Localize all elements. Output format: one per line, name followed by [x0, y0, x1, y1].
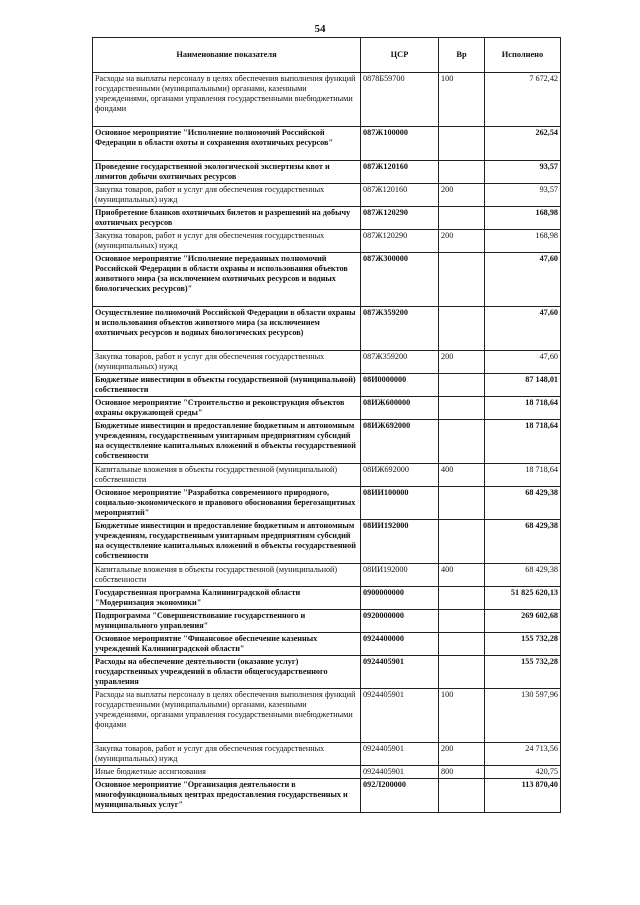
cell-name: Проведение государственной экологической экспертизы квот и лимитов добычи охотничьих ресурсов: [93, 161, 361, 184]
cell-csr: 087Ж359200: [361, 351, 439, 374]
cell-vr: 100: [439, 73, 485, 127]
cell-csr: 0924405901: [361, 766, 439, 779]
cell-vr: 200: [439, 184, 485, 207]
cell-name: Основное мероприятие "Финансовое обеспечение казенных учреждений Калининградской области": [93, 633, 361, 656]
cell-csr: 08ИЖ600000: [361, 397, 439, 420]
cell-csr: 0924405901: [361, 656, 439, 689]
cell-sum: 51 825 620,13: [485, 587, 561, 610]
table-row: [93, 610, 561, 633]
cell-vr: 200: [439, 230, 485, 253]
table-header-row: [93, 38, 561, 73]
cell-csr: 087Ж359200: [361, 307, 439, 351]
table-row: [93, 587, 561, 610]
cell-vr: [439, 587, 485, 610]
cell-sum: 93,57: [485, 161, 561, 184]
cell-vr: 100: [439, 689, 485, 743]
cell-name: Бюджетные инвестиции в объекты государственной (муниципальной) собственности: [93, 374, 361, 397]
cell-name: Приобретение бланков охотничьих билетов и разрешений на добычу охотничьих ресурсов: [93, 207, 361, 230]
cell-vr: [439, 520, 485, 564]
table-row: [93, 779, 561, 813]
cell-sum: 113 870,40: [485, 779, 561, 813]
table-row: [93, 207, 561, 230]
cell-csr: 087Ж120160: [361, 184, 439, 207]
table-row: [93, 161, 561, 184]
cell-vr: 200: [439, 743, 485, 766]
table-row: [93, 656, 561, 689]
cell-vr: [439, 633, 485, 656]
cell-name: Капитальные вложения в объекты государственной (муниципальной) собственности: [93, 564, 361, 587]
cell-sum: 262,54: [485, 127, 561, 161]
cell-sum: 269 602,68: [485, 610, 561, 633]
table-row: [93, 520, 561, 564]
cell-sum: 24 713,56: [485, 743, 561, 766]
table-row: [93, 743, 561, 766]
table-row: [93, 487, 561, 520]
cell-name: Закупка товаров, работ и услуг для обеспечения государственных (муниципальных) нужд: [93, 351, 361, 374]
cell-csr: 08ИИ192000: [361, 520, 439, 564]
table-row: [93, 766, 561, 779]
table-row: [93, 689, 561, 743]
budget-table: [92, 37, 561, 813]
table-row: [93, 184, 561, 207]
cell-csr: 08ИИ192000: [361, 564, 439, 587]
cell-csr: 0878Б59700: [361, 73, 439, 127]
table-row: [93, 397, 561, 420]
cell-name: Закупка товаров, работ и услуг для обеспечения государственных (муниципальных) нужд: [93, 184, 361, 207]
cell-name: Основное мероприятие "Исполнение полномочий Российской Федерации в области охоты и сохранения охотничьих ресурсов": [93, 127, 361, 161]
table-row: [93, 420, 561, 464]
cell-vr: [439, 253, 485, 307]
cell-name: Капитальные вложения в объекты государственной (муниципальной) собственности: [93, 464, 361, 487]
cell-name: Основное мероприятие "Организация деятельности в многофункциональных центрах предоставления государственных и муниципальных услуг": [93, 779, 361, 813]
table-row: [93, 564, 561, 587]
cell-csr: 08ИЖ692000: [361, 420, 439, 464]
cell-sum: 18 718,64: [485, 397, 561, 420]
cell-vr: [439, 779, 485, 813]
table-row: [93, 253, 561, 307]
header-name: Наименование показателя: [93, 38, 361, 73]
cell-sum: 47,60: [485, 253, 561, 307]
cell-sum: 7 672,42: [485, 73, 561, 127]
cell-sum: 18 718,64: [485, 420, 561, 464]
cell-name: Бюджетные инвестиции и предоставление бюджетным и автономным учреждениям, государственным унитарным предприятиям субсидий на осуществление капитальных вложений в объекты государственной собственности: [93, 420, 361, 464]
cell-sum: 130 597,96: [485, 689, 561, 743]
cell-csr: 087Ж120160: [361, 161, 439, 184]
cell-csr: 092Л200000: [361, 779, 439, 813]
table-row: [93, 374, 561, 397]
cell-csr: 087Ж300000: [361, 253, 439, 307]
cell-csr: 0924405901: [361, 743, 439, 766]
cell-sum: 155 732,28: [485, 656, 561, 689]
cell-sum: 18 718,64: [485, 464, 561, 487]
cell-csr: 0920000000: [361, 610, 439, 633]
cell-vr: [439, 610, 485, 633]
cell-name: Осуществление полномочий Российской Федерации в области охраны и использования объектов животного мира (за исключением охотничьих ресурсов и водных биологических ресурсов): [93, 307, 361, 351]
table-row: [93, 307, 561, 351]
cell-name: Расходы на выплаты персоналу в целях обеспечения выполнения функций государственными (муниципальными) органами, казенными учреждениями, органами управления государственными внебюджетными фондами: [93, 73, 361, 127]
cell-csr: 087Ж120290: [361, 207, 439, 230]
cell-csr: 0924400000: [361, 633, 439, 656]
cell-sum: 68 429,38: [485, 520, 561, 564]
table-row: [93, 127, 561, 161]
header-vr: Вр: [439, 38, 485, 73]
page-number: 54: [314, 23, 326, 35]
cell-name: Государственная программа Калининградской области "Модернизация экономики": [93, 587, 361, 610]
cell-sum: 68 429,38: [485, 564, 561, 587]
cell-name: Бюджетные инвестиции и предоставление бюджетным и автономным учреждениям, государственным унитарным предприятиям субсидий на осуществление капитальных вложений в объекты государственной собственности: [93, 520, 361, 564]
cell-name: Расходы на обеспечение деятельности (оказание услуг) государственных учреждений в области общегосударственного управления: [93, 656, 361, 689]
cell-csr: 087Ж120290: [361, 230, 439, 253]
cell-vr: [439, 420, 485, 464]
cell-vr: [439, 397, 485, 420]
cell-sum: 93,57: [485, 184, 561, 207]
cell-name: Основное мероприятие "Исполнение переданных полномочий Российской Федерации в области охраны и использования объектов животного мира (за исключением охотничьих ресурсов и водных биологических ресурсов)": [93, 253, 361, 307]
cell-csr: 08И0000000: [361, 374, 439, 397]
cell-csr: 0900000000: [361, 587, 439, 610]
cell-vr: [439, 307, 485, 351]
cell-csr: 08ИИ100000: [361, 487, 439, 520]
table-row: [93, 633, 561, 656]
cell-vr: 400: [439, 564, 485, 587]
cell-vr: 400: [439, 464, 485, 487]
cell-sum: 47,60: [485, 307, 561, 351]
cell-name: Основное мероприятие "Строительство и реконструкция объектов охраны окружающей среды": [93, 397, 361, 420]
cell-vr: [439, 127, 485, 161]
table-row: [93, 73, 561, 127]
cell-vr: 800: [439, 766, 485, 779]
table-row: [93, 230, 561, 253]
cell-csr: 087Ж100000: [361, 127, 439, 161]
header-csr: ЦСР: [361, 38, 439, 73]
cell-vr: [439, 374, 485, 397]
cell-name: Расходы на выплаты персоналу в целях обеспечения выполнения функций государственными (муниципальными) органами, казенными учреждениями, органами управления государственными внебюджетными фондами: [93, 689, 361, 743]
cell-csr: 0924405901: [361, 689, 439, 743]
cell-vr: 200: [439, 351, 485, 374]
cell-name: Закупка товаров, работ и услуг для обеспечения государственных (муниципальных) нужд: [93, 230, 361, 253]
cell-csr: 08ИЖ692000: [361, 464, 439, 487]
cell-name: Подпрограмма "Совершенствование государственного и муниципального управления": [93, 610, 361, 633]
cell-sum: 68 429,38: [485, 487, 561, 520]
cell-name: Основное мероприятие "Разработка современного природного, социально-экономического и правового обоснования берегозащитных мероприятий": [93, 487, 361, 520]
cell-vr: [439, 656, 485, 689]
cell-name: Закупка товаров, работ и услуг для обеспечения государственных (муниципальных) нужд: [93, 743, 361, 766]
cell-name: Иные бюджетные ассигнования: [93, 766, 361, 779]
cell-sum: 168,98: [485, 230, 561, 253]
cell-sum: 47,60: [485, 351, 561, 374]
cell-sum: 155 732,28: [485, 633, 561, 656]
header-sum: Исполнено: [485, 38, 561, 73]
cell-vr: [439, 487, 485, 520]
table-row: [93, 464, 561, 487]
cell-sum: 168,98: [485, 207, 561, 230]
cell-vr: [439, 161, 485, 184]
cell-sum: 420,75: [485, 766, 561, 779]
cell-vr: [439, 207, 485, 230]
table-row: [93, 351, 561, 374]
cell-sum: 87 148,01: [485, 374, 561, 397]
